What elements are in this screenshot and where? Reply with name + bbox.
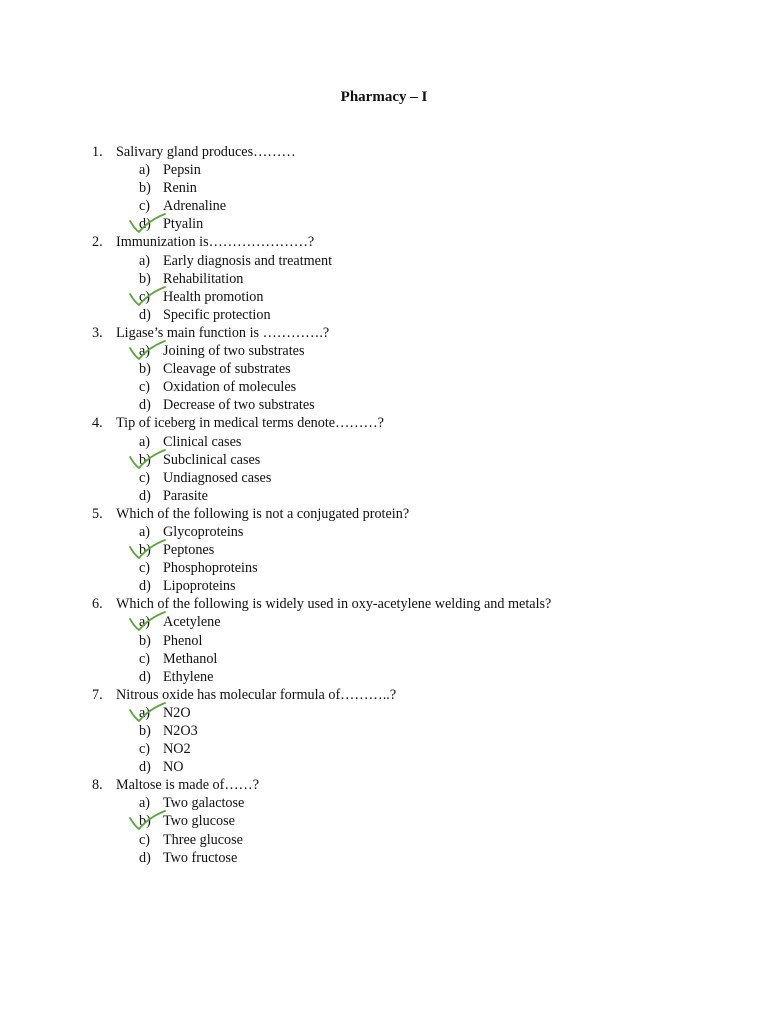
question-text: Which of the following is widely used in oxy-acetylene welding and metals? [116, 596, 552, 613]
option-letter: c) [139, 198, 151, 215]
option-text: NO2 [163, 741, 191, 758]
answer-option [0, 306, 768, 324]
option-text: Two glucose [163, 813, 235, 830]
answer-option [0, 360, 768, 378]
question-text: Nitrous oxide has molecular formula of………..? [116, 686, 397, 703]
question-item [0, 686, 768, 704]
option-letter: c) [139, 560, 151, 577]
option-letter: d) [139, 578, 151, 595]
question-item [0, 505, 768, 523]
answer-option [0, 396, 768, 414]
option-letter: a) [139, 523, 151, 540]
answer-option [0, 559, 768, 577]
question-number: 4. [92, 415, 103, 432]
option-letter: d) [139, 216, 151, 233]
option-text: Joining of two substrates [163, 343, 305, 360]
page-title: Pharmacy – I [340, 89, 428, 105]
question-text: Ligase’s main function is ………….? [116, 324, 330, 341]
answer-option [0, 469, 768, 487]
answer-option [0, 812, 768, 830]
answer-option [0, 758, 768, 776]
question-item [0, 414, 768, 432]
option-letter: a) [139, 704, 151, 721]
option-letter: b) [139, 270, 151, 287]
question-number: 5. [92, 505, 103, 522]
option-letter: d) [139, 668, 151, 685]
answer-option [0, 541, 768, 559]
question-item [0, 595, 768, 613]
option-letter: c) [139, 831, 151, 848]
option-letter: a) [139, 795, 151, 812]
question-number: 7. [92, 686, 103, 703]
answer-option [0, 740, 768, 758]
answer-option [0, 668, 768, 686]
option-text: Decrease of two substrates [163, 397, 315, 414]
answer-option [0, 487, 768, 505]
option-text: N2O [163, 704, 191, 721]
option-letter: c) [139, 288, 151, 305]
question-number: 6. [92, 596, 103, 613]
option-text: Phosphoproteins [163, 560, 258, 577]
question-text: Salivary gland produces……… [116, 144, 296, 160]
answer-option [0, 650, 768, 668]
option-letter: b) [139, 451, 151, 468]
question-item [0, 324, 768, 342]
option-text: Subclinical cases [163, 451, 261, 468]
answer-option [0, 794, 768, 812]
option-text: Parasite [163, 487, 208, 504]
option-text: Ethylene [163, 668, 214, 685]
option-text: Ptyalin [163, 216, 204, 233]
option-letter: b) [139, 632, 151, 649]
answer-option [0, 632, 768, 650]
question-text: Which of the following is not a conjugated protein? [116, 505, 410, 522]
answer-option [0, 722, 768, 740]
answer-option [0, 270, 768, 288]
answer-option [0, 197, 768, 215]
answer-option [0, 704, 768, 722]
question-number: 2. [92, 234, 103, 251]
option-text: Acetylene [163, 614, 221, 631]
option-text: Two galactose [163, 795, 245, 812]
question-text: Tip of iceberg in medical terms denote………? [116, 415, 384, 432]
option-letter: d) [139, 849, 151, 866]
answer-option [0, 831, 768, 849]
question-text: Maltose is made of……? [116, 777, 260, 794]
answer-option [0, 179, 768, 197]
answer-option [0, 523, 768, 541]
question-text: Immunization is…………………? [116, 234, 315, 251]
option-text: Adrenaline [163, 198, 227, 215]
option-letter: a) [139, 162, 151, 179]
answer-option [0, 433, 768, 451]
option-text: Clinical cases [163, 433, 242, 450]
answer-option [0, 849, 768, 867]
option-text: Specific protection [163, 306, 271, 323]
question-item [0, 143, 768, 161]
option-letter: c) [139, 650, 151, 667]
option-text: Methanol [163, 650, 218, 667]
answer-option [0, 215, 768, 233]
answer-option [0, 252, 768, 270]
option-text: Phenol [163, 632, 203, 649]
answer-option [0, 577, 768, 595]
option-text: Oxidation of molecules [163, 379, 297, 396]
question-item [0, 233, 768, 251]
option-letter: a) [139, 343, 151, 360]
answer-option [0, 161, 768, 179]
question-number: 1. [92, 144, 103, 160]
option-letter: a) [139, 252, 151, 269]
option-text: Three glucose [163, 831, 243, 848]
option-letter: a) [139, 614, 151, 631]
option-text: Pepsin [163, 162, 201, 179]
option-letter: b) [139, 180, 151, 197]
option-text: Undiagnosed cases [163, 469, 272, 486]
option-text: Rehabilitation [163, 270, 244, 287]
question-number: 8. [92, 777, 103, 794]
option-text: Peptones [163, 542, 215, 559]
option-letter: d) [139, 397, 151, 414]
option-letter: d) [139, 759, 151, 776]
option-letter: b) [139, 542, 151, 559]
option-text: Cleavage of substrates [163, 361, 291, 378]
answer-option [0, 451, 768, 469]
answer-option [0, 378, 768, 396]
option-letter: a) [139, 433, 151, 450]
answer-option [0, 288, 768, 306]
option-letter: d) [139, 487, 151, 504]
option-text: Glycoproteins [163, 523, 244, 540]
option-letter: c) [139, 741, 151, 758]
option-text: Two fructose [163, 849, 238, 866]
answer-option [0, 342, 768, 360]
question-number: 3. [92, 324, 103, 341]
option-letter: b) [139, 723, 151, 739]
option-text: Renin [163, 180, 197, 197]
option-text: Lipoproteins [163, 578, 236, 595]
question-item [0, 776, 768, 794]
option-text: NO [163, 759, 184, 776]
option-letter: c) [139, 379, 151, 396]
answer-option [0, 613, 768, 631]
option-letter: c) [139, 469, 151, 486]
option-text: N2O3 [163, 723, 198, 739]
option-text: Early diagnosis and treatment [163, 252, 333, 269]
option-letter: d) [139, 306, 151, 323]
option-letter: b) [139, 813, 151, 830]
option-text: Health promotion [163, 288, 264, 305]
option-letter: b) [139, 361, 151, 378]
question-list [0, 143, 768, 867]
